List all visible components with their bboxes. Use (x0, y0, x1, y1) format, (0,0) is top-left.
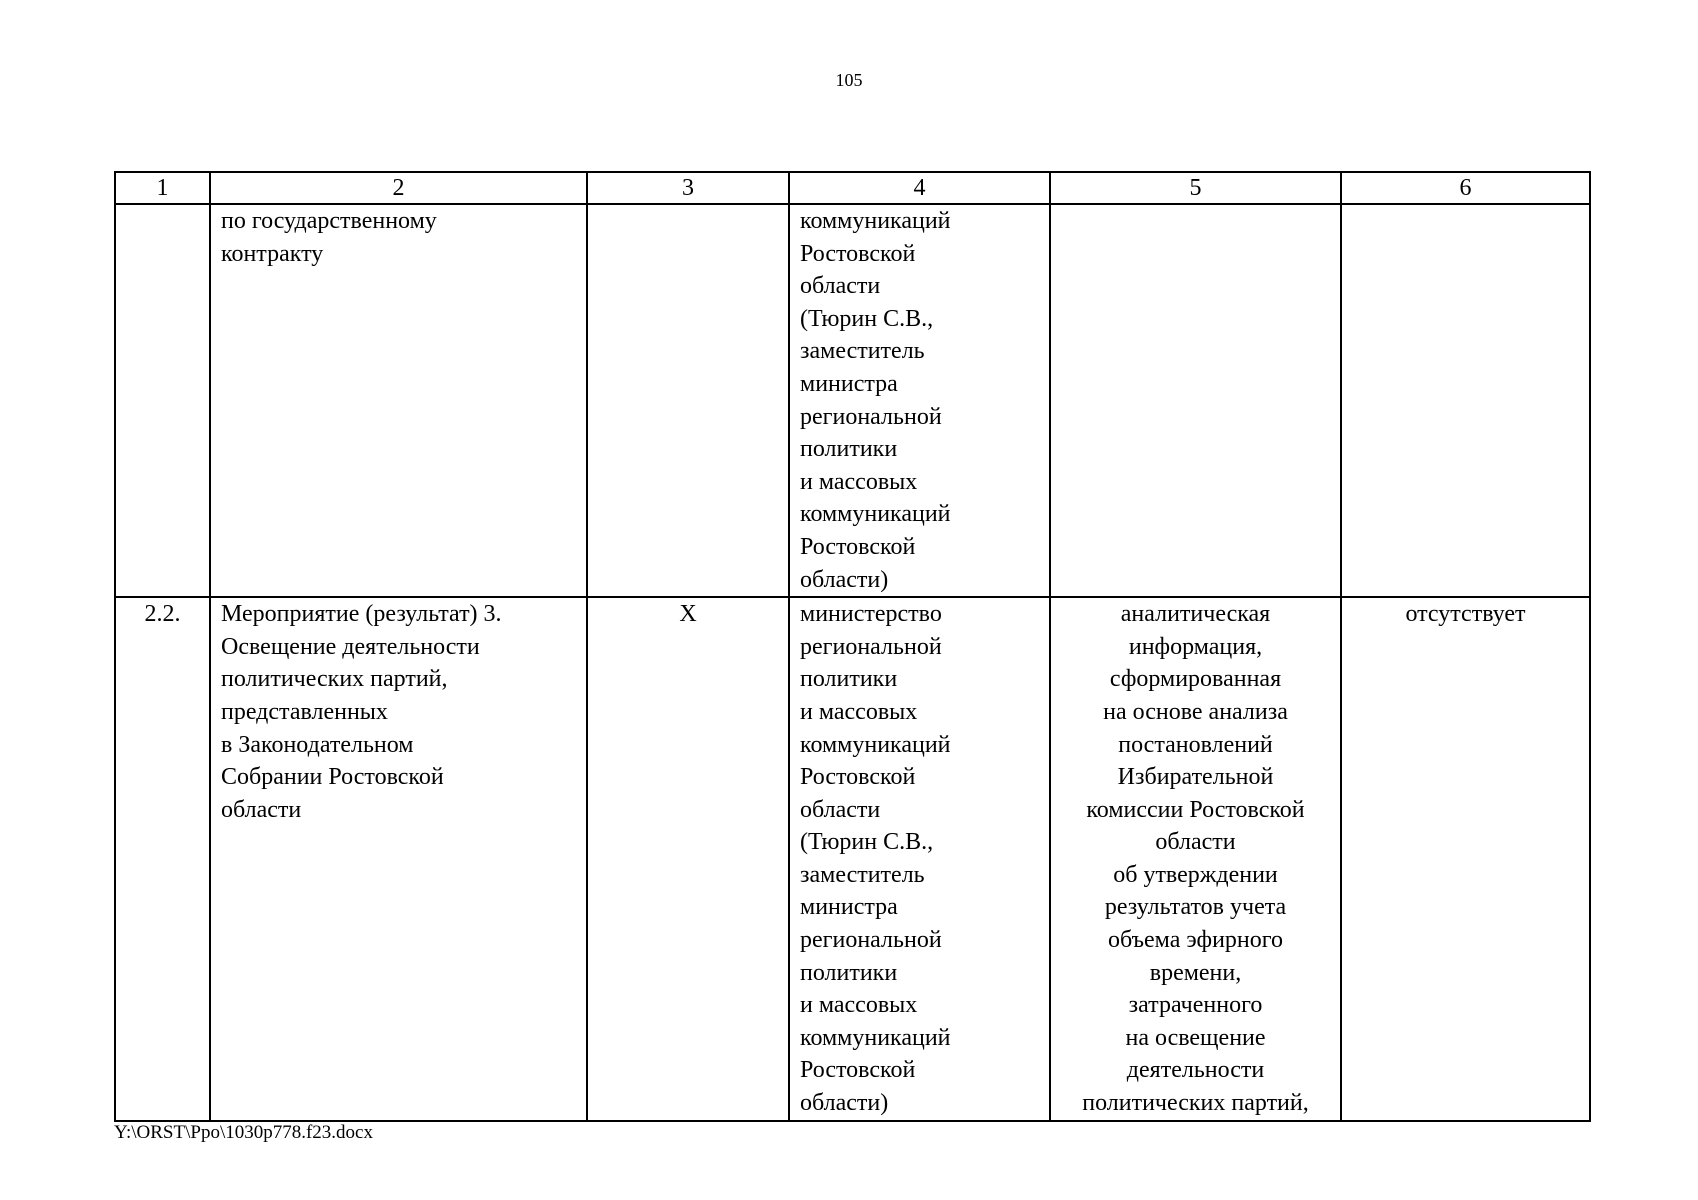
deadline-cell: Х (587, 597, 789, 1121)
deadline-cell (587, 204, 789, 597)
document-cell (1050, 204, 1341, 597)
column-number-5: 5 (1050, 172, 1341, 204)
info-system-cell (1341, 204, 1590, 597)
column-number-2: 2 (210, 172, 587, 204)
table-row (115, 204, 1590, 597)
table-row (115, 597, 1590, 1121)
page-number: 105 (835, 70, 863, 90)
measures-table (114, 171, 1591, 1122)
measure-name-cell: по государственному контракту (210, 204, 587, 597)
document-cell: аналитическая информация, сформированная на основе анализа постановлений Избирательной комиссии Ростовской области об утверждении результатов учета объема эфирного времени, затраченного на освещение деятельности политических партий, (1050, 597, 1341, 1121)
table-header-row (115, 172, 1590, 204)
footer-file-path: Y:\ORST\Ppo\1030p778.f23.docx (114, 1122, 373, 1143)
responsible-cell: коммуникаций Ростовской области (Тюрин С.В., заместитель министра региональной политики и массовых коммуникаций Ростовской области) (789, 204, 1050, 597)
column-number-6: 6 (1341, 172, 1590, 204)
row-number-cell: 2.2. (115, 597, 210, 1121)
info-system-cell: отсутствует (1341, 597, 1590, 1121)
column-number-3: 3 (587, 172, 789, 204)
measure-name-cell: Мероприятие (результат) 3. Освещение деятельности политических партий, представленных в Законодательном Собрании Ростовской области (210, 597, 587, 1121)
column-number-1: 1 (115, 172, 210, 204)
row-number-cell (115, 204, 210, 597)
responsible-cell: министерство региональной политики и массовых коммуникаций Ростовской области (Тюрин С.В., заместитель министра региональной политики и массовых коммуникаций Ростовской области) (789, 597, 1050, 1121)
column-number-4: 4 (789, 172, 1050, 204)
